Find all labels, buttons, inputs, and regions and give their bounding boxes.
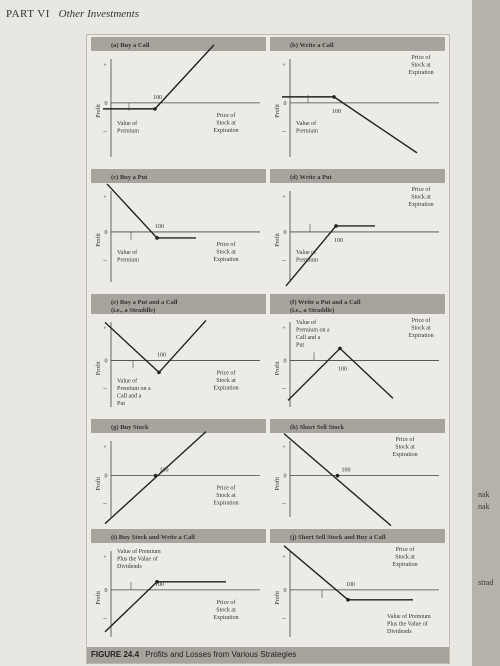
strike-point xyxy=(334,224,338,228)
profit-axis-label: Profit xyxy=(275,591,281,605)
premium-label: Dividends xyxy=(117,564,142,570)
stock-price-label: Stock at xyxy=(216,249,236,256)
figure-number: FIGURE 24.4 xyxy=(91,650,140,659)
profit-axis-label: Profit xyxy=(275,233,281,247)
minus-sign: – xyxy=(103,384,107,393)
strike-point xyxy=(155,236,159,240)
stock-price-label: Stock at xyxy=(216,120,236,127)
stock-price-label: Price of xyxy=(216,370,236,377)
stock-price-label: Price of xyxy=(411,187,431,193)
premium-label: Plus the Value of xyxy=(387,621,428,628)
plus-sign: + xyxy=(103,326,107,332)
premium-label: Call and a xyxy=(117,393,142,400)
stock-price-label: Expiration xyxy=(392,562,418,568)
payoff-line xyxy=(284,546,413,600)
strike-price-label: 100 xyxy=(338,366,347,373)
payoff-panel xyxy=(91,294,266,407)
profit-axis-label: Profit xyxy=(96,476,102,491)
premium-label: Premium xyxy=(117,257,139,264)
stock-price-label: Stock at xyxy=(216,493,236,500)
premium-label: Value of xyxy=(296,120,317,127)
payoff-panel xyxy=(270,169,445,286)
strike-point xyxy=(157,371,161,375)
part-label: PART VI xyxy=(6,8,50,20)
stock-price-label: Expiration xyxy=(213,256,239,263)
stock-price-label: Stock at xyxy=(216,377,236,384)
plus-sign: + xyxy=(282,63,286,69)
plus-sign: + xyxy=(282,445,286,451)
edge-text-1: nak xyxy=(478,490,490,499)
premium-label: Plus the Value of xyxy=(117,556,158,563)
premium-label: Premium xyxy=(296,257,318,264)
stock-price-label: Expiration xyxy=(213,385,239,392)
strike-price-label: 100 xyxy=(157,352,166,359)
stock-price-label: Stock at xyxy=(395,444,415,451)
strike-price-label: 100 xyxy=(346,581,355,588)
premium-label: Value of xyxy=(296,320,317,326)
profit-axis-label: Profit xyxy=(96,591,102,605)
payoff-panel xyxy=(91,169,266,282)
profit-axis-label: Profit xyxy=(275,361,281,376)
payoff-panel xyxy=(91,529,266,637)
stock-price-label: Stock at xyxy=(411,194,431,201)
payoff-line xyxy=(105,432,206,524)
edge-text-3: strad xyxy=(478,578,494,587)
strike-price-label: 100 xyxy=(334,237,343,244)
panel-title: (a) Buy a Call xyxy=(111,42,150,49)
stock-price-label: Price of xyxy=(411,318,431,324)
payoff-line xyxy=(284,434,391,526)
stock-price-label: Expiration xyxy=(213,500,239,507)
stock-price-label: Price of xyxy=(216,485,236,492)
payoff-line xyxy=(288,348,393,400)
minus-sign: – xyxy=(103,499,107,508)
strike-point xyxy=(338,347,342,351)
plus-sign: + xyxy=(103,195,107,201)
premium-label: Call and a xyxy=(296,335,321,341)
next-page-edge xyxy=(472,0,500,666)
premium-label: Premium on a xyxy=(296,327,330,334)
stock-price-label: Price of xyxy=(216,599,236,606)
zero-label: 0 xyxy=(104,100,108,107)
panel-title-line2: (i.e., a Straddle) xyxy=(111,307,156,314)
plus-sign: + xyxy=(103,445,107,451)
zero-label: 0 xyxy=(283,473,287,480)
premium-label: Value of xyxy=(117,120,138,127)
payoff-line xyxy=(105,582,226,632)
payoff-panel xyxy=(270,294,445,407)
strike-point xyxy=(153,107,157,111)
figure-24-4 xyxy=(86,34,450,664)
zero-label: 0 xyxy=(104,229,108,236)
minus-sign: – xyxy=(282,384,286,393)
stock-price-label: Expiration xyxy=(213,614,239,621)
payoff-panel xyxy=(91,419,266,524)
minus-sign: – xyxy=(103,126,107,135)
premium-label: Premium xyxy=(117,128,139,135)
panel-title-line2: (i.e., a Straddle) xyxy=(290,307,335,314)
strike-price-label: 100 xyxy=(332,108,341,115)
profit-axis-label: Profit xyxy=(96,104,102,118)
plus-sign: + xyxy=(103,555,107,561)
running-header xyxy=(6,8,139,20)
stock-price-label: Price of xyxy=(411,55,431,61)
payoff-panel xyxy=(270,529,445,637)
plus-sign: + xyxy=(282,326,286,332)
stock-price-label: Stock at xyxy=(411,325,431,332)
stock-price-label: Expiration xyxy=(213,127,239,134)
payoff-panel xyxy=(91,37,266,157)
premium-label: Value of xyxy=(117,378,138,385)
payoff-panel xyxy=(270,419,445,526)
premium-label: Put xyxy=(117,400,126,407)
profit-axis-label: Profit xyxy=(96,361,102,376)
panel-title: (e) Buy a Put and a Call xyxy=(111,299,178,306)
strike-point xyxy=(154,474,158,478)
stock-price-label: Price of xyxy=(395,437,415,443)
panel-title: (j) Short Sell Stock and Buy a Call xyxy=(290,534,386,541)
stock-price-label: Stock at xyxy=(411,62,431,69)
premium-label: Premium on a xyxy=(117,385,151,392)
minus-sign: – xyxy=(282,613,286,622)
edge-text-2: nak xyxy=(478,502,490,511)
premium-label: Put xyxy=(296,342,305,349)
minus-sign: – xyxy=(103,255,107,264)
premium-label: Dividends xyxy=(387,628,412,635)
strike-price-label: 100 xyxy=(155,223,164,230)
zero-label: 0 xyxy=(104,358,108,365)
strike-point xyxy=(336,474,340,478)
panel-title: (c) Buy a Put xyxy=(111,174,148,181)
premium-label: Value of xyxy=(117,249,138,256)
panel-title: (i) Buy Stock and Write a Call xyxy=(111,534,195,541)
stock-price-label: Stock at xyxy=(216,607,236,614)
profit-axis-label: Profit xyxy=(275,476,281,491)
strike-price-label: 100 xyxy=(153,94,162,101)
payoff-panel xyxy=(270,37,445,157)
plus-sign: + xyxy=(282,555,286,561)
zero-label: 0 xyxy=(104,473,108,480)
profit-axis-label: Profit xyxy=(275,104,281,118)
premium-label: Premium xyxy=(296,128,318,135)
panel-title: (f) Write a Put and a Call xyxy=(290,299,361,306)
premium-label: Value of Premium xyxy=(117,549,161,555)
zero-label: 0 xyxy=(283,358,287,365)
strike-price-label: 100 xyxy=(159,467,169,474)
minus-sign: – xyxy=(103,613,107,622)
minus-sign: – xyxy=(282,255,286,264)
stock-price-label: Price of xyxy=(216,241,236,248)
stock-price-label: Stock at xyxy=(395,554,415,561)
zero-label: 0 xyxy=(283,100,287,107)
strike-point xyxy=(346,598,350,602)
zero-label: 0 xyxy=(104,587,108,594)
plus-sign: + xyxy=(103,63,107,69)
plus-sign: + xyxy=(282,195,286,201)
payoff-line xyxy=(105,320,206,372)
part-subtitle: Other Investments xyxy=(58,8,140,20)
panel-title: (g) Buy Stock xyxy=(111,424,149,431)
premium-label: Value of xyxy=(296,249,317,256)
strike-price-label: 100 xyxy=(341,467,351,474)
stock-price-label: Expiration xyxy=(392,452,418,458)
stock-price-label: Expiration xyxy=(408,202,434,208)
zero-label: 0 xyxy=(283,587,287,594)
profit-axis-label: Profit xyxy=(96,233,102,247)
panel-title: (h) Short Sell Stock xyxy=(290,424,344,431)
stock-price-label: Expiration xyxy=(408,333,434,339)
stock-price-label: Price of xyxy=(216,112,236,119)
premium-label: Value of Premium xyxy=(387,613,431,620)
figure-diagrams xyxy=(87,35,449,647)
payoff-line xyxy=(104,184,196,238)
strike-price-label: 100 xyxy=(155,581,164,588)
stock-price-label: Expiration xyxy=(408,70,434,76)
stock-price-label: Price of xyxy=(395,547,415,553)
panel-title: (d) Write a Put xyxy=(290,174,332,181)
minus-sign: – xyxy=(282,126,286,135)
figure-caption xyxy=(87,647,449,663)
strike-point xyxy=(332,95,336,99)
zero-label: 0 xyxy=(283,229,287,236)
minus-sign: – xyxy=(282,499,286,508)
panel-title: (b) Write a Call xyxy=(290,42,334,49)
figure-title: Profits and Losses from Various Strategies xyxy=(145,650,297,659)
